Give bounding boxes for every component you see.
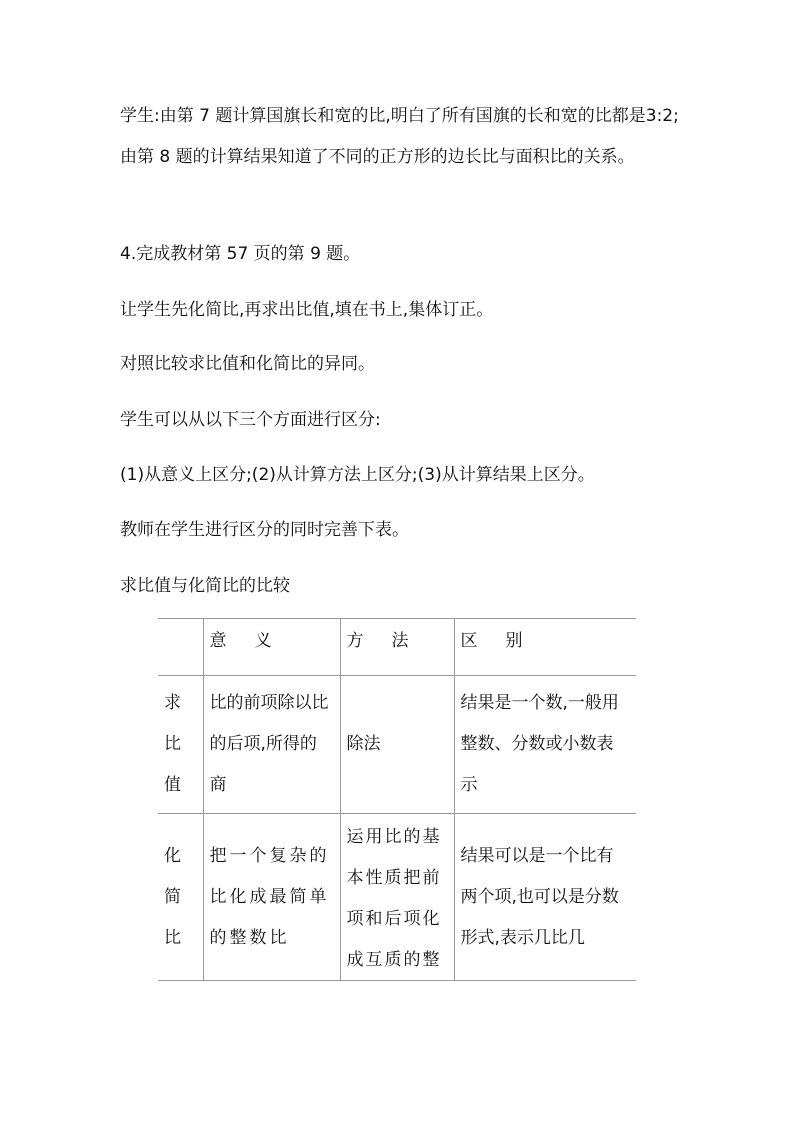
table-header-row	[158, 619, 636, 676]
meaning-text: 比的前项除以比的后项,所得的商	[209, 693, 329, 795]
meaning-cell	[203, 814, 340, 981]
comparison-table	[158, 618, 636, 981]
paragraph-student-observation: 学生:由第 7 题计算国旗长和宽的比,明白了所有国旗的长和宽的比都是3:2;由第 8 题的计算结果知道了不同的正方形的边长比与面积比的关系。	[120, 106, 679, 167]
row-label-text: 化简比	[164, 845, 193, 948]
method-cell	[340, 814, 454, 981]
method-cell	[340, 676, 454, 814]
row-label-text: 求比值	[164, 693, 193, 795]
table-caption: 求比值与化简比的比较	[120, 576, 290, 596]
header-method	[340, 619, 454, 676]
table-row	[158, 676, 636, 814]
difference-text: 结果可以是一个比有两个项,也可以是分数形式,表示几比几	[460, 845, 619, 948]
header-meaning-text: 意义	[209, 631, 300, 651]
header-difference-text: 区别	[460, 631, 551, 651]
paragraph-simplify-instruction: 让学生先化简比,再求出比值,填在书上,集体订正。	[120, 300, 494, 320]
meaning-text: 把一个复杂的比化成最简单的整数比	[209, 845, 330, 948]
paragraph-three-aspects: 学生可以从以下三个方面进行区分:	[120, 410, 381, 430]
method-text: 运用比的基本性质把前项和后项化成互质的整	[346, 827, 442, 970]
meaning-cell	[203, 676, 340, 814]
row-label	[158, 814, 203, 981]
table-row	[158, 814, 636, 981]
header-method-text: 方法	[346, 631, 437, 651]
paragraph-compare-instruction: 对照比较求比值和化简比的异同。	[120, 354, 375, 374]
paragraph-aspect-list: (1)从意义上区分;(2)从计算方法上区分;(3)从计算结果上区分。	[120, 465, 595, 485]
difference-text: 结果是一个数,一般用整数、分数或小数表示	[460, 693, 619, 795]
paragraph-teacher-instruction: 教师在学生进行区分的同时完善下表。	[120, 520, 409, 540]
difference-cell	[454, 814, 636, 981]
difference-cell	[454, 676, 636, 814]
paragraph-exercise-task: 4.完成教材第 57 页的第 9 题。	[120, 244, 361, 264]
header-difference	[454, 619, 636, 676]
header-corner-cell	[158, 619, 203, 676]
method-text: 除法	[346, 734, 381, 754]
row-label	[158, 676, 203, 814]
header-meaning	[203, 619, 340, 676]
